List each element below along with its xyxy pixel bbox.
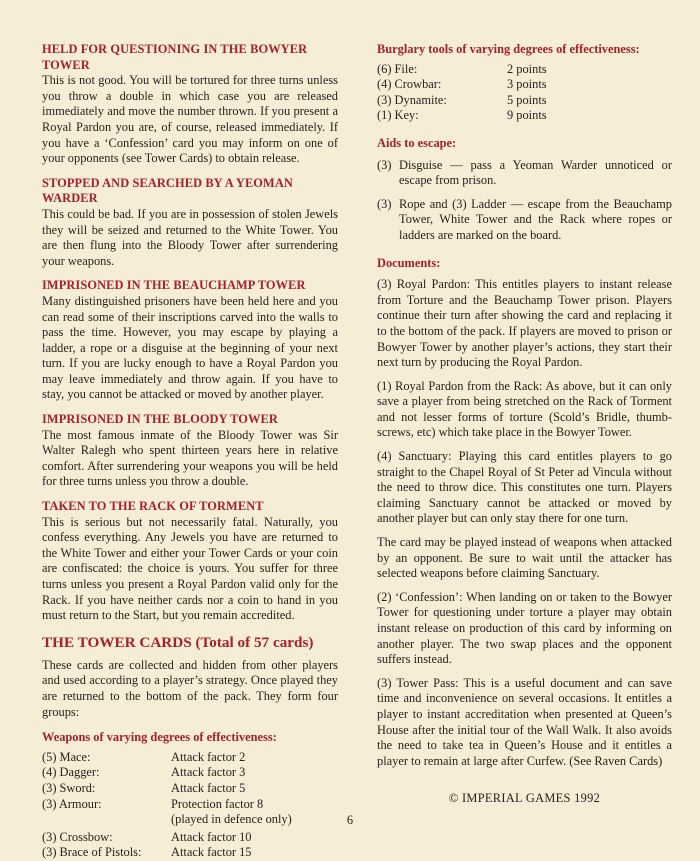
weapon-effect: Attack factor 10	[171, 829, 252, 844]
tool-name: (3) Dynamite:	[377, 92, 447, 107]
section-heading: HELD FOR QUESTIONING IN THE BOWYER TOWER	[42, 42, 308, 72]
tool-name: (4) Crowbar:	[377, 77, 442, 92]
section-body: This could be bad. If you are in possession of stolen Jewels they will be seized and returned to the White Tower. You are then flung into the Bloody Tower after surrendering your weapons.	[42, 206, 338, 268]
section-beauchamp-tower	[42, 278, 338, 403]
weapon-row	[42, 781, 292, 797]
document-paragraph: The card may be played instead of weapons when attacked by an opponent. Be sure to wait until the attacker has selected weapons before claiming Sanctuary.	[377, 535, 672, 581]
section-heading: TAKEN TO THE RACK OF TORMENT	[42, 499, 264, 514]
tool-name: (6) File:	[377, 61, 418, 76]
section-bowyer-tower	[42, 42, 338, 167]
weapon-effect: Attack factor 15	[171, 845, 252, 860]
tool-row	[377, 77, 547, 93]
weapon-name: (3) Crossbow:	[42, 829, 113, 844]
aid-item	[377, 197, 672, 244]
weapon-effect: Protection factor 8	[171, 796, 264, 811]
tool-row	[377, 108, 547, 124]
weapon-name: (3) Brace of Pistols:	[42, 845, 142, 860]
document-paragraph: (3) Tower Pass: This is a useful document and can save time and inconvenience on several occasions. It entitles a player to instant accreditation when presented at Queen’s House after the initial tour of the Wall Walk. It also avoids the need to take tea in Queen’s House and it entitles a player to remain at large after Curfew. (See Raven Cards)	[377, 675, 672, 768]
weapon-effect: (played in defence only)	[171, 812, 292, 827]
weapon-row	[42, 797, 292, 813]
weapon-row	[42, 750, 292, 766]
section-heading: STOPPED AND SEARCHED BY A YEOMAN WARDER	[42, 175, 293, 206]
aids-heading: Aids to escape:	[377, 135, 457, 150]
weapon-name: (3) Sword:	[42, 780, 96, 795]
burglary-heading: Burglary tools of varying degrees of effectiveness:	[377, 42, 640, 56]
weapon-effect: Attack factor 3	[171, 765, 246, 780]
left-column	[42, 42, 338, 861]
section-rack-of-torment	[42, 499, 338, 624]
document-paragraph: (3) Royal Pardon: This entitles players to instant release from Torture and the Beauchamp Tower prison. Players continue their turn after showing the card and replacing it to the bottom of the pack. If players are moved to prison or Bowyer Tower by another player’s actions, they start their next turn by producing the Royal Pardon.	[377, 277, 672, 370]
weapons-heading: Weapons of varying degrees of effectiveness:	[42, 730, 277, 745]
weapon-effect: Attack factor 2	[171, 749, 246, 764]
weapon-name: (3) Armour:	[42, 796, 102, 811]
tool-points: 3 points	[507, 77, 547, 92]
section-yeoman-warder	[42, 176, 338, 270]
documents-heading: Documents:	[377, 255, 441, 270]
section-body: This is serious but not necessarily fatal. Naturally, you confess everything. Any Jewels you have are returned to the White Tower and either your Tower Cards or your coin are confiscated: the choice is yours. You suffer for three turns unless you present a Royal Pardon valid only for the Rack. If you have neither cards nor a coin to hand in you must return to the Start, but you remain accredited.	[42, 514, 338, 623]
right-column	[377, 42, 672, 806]
tools-table	[377, 62, 547, 124]
tower-cards-intro: These cards are collected and hidden from other players and used according to a player’s strategy. Once played they are returned to the bottom of the pack. They form four groups:	[42, 657, 338, 719]
page-number: 6	[346, 813, 354, 827]
weapon-row	[42, 765, 292, 781]
document-paragraph: (2) ‘Confession’: When landing on or taken to the Bowyer Tower for questioning under torture a player may obtain instant release on production of this card by informing on another player. The two swap places and the opponent suffers instead.	[377, 589, 672, 667]
aid-count: (3)	[377, 157, 392, 172]
aid-count: (3)	[377, 196, 392, 211]
tower-cards-heading: THE TOWER CARDS (Total of 57 cards)	[42, 633, 314, 651]
weapons-table	[42, 750, 292, 861]
aid-text: Disguise — pass a Yeoman Warder unnoticed or escape from prison.	[399, 157, 672, 188]
tool-points: 2 points	[507, 61, 547, 76]
section-body: This is not good. You will be tortured for three turns unless you throw a double in which case you are released immediately and move the number thrown. If you present a Royal Pardon you are, of course, released immediately. If you have a ‘Confession’ card you may inform on one of your opponents (see Tower Cards) to obtain release.	[42, 73, 338, 166]
tool-row	[377, 62, 547, 78]
document-paragraph: (1) Royal Pardon from the Rack: As above, but it can only save a player from being stretched on the Rack of Torment and not lesser forms of torture (Scold’s Bridle, thumb-screws, etc) which take place in the Bowyer Tower.	[377, 378, 672, 440]
tool-points: 5 points	[507, 92, 547, 107]
copyright-notice: © IMPERIAL GAMES 1992	[448, 791, 601, 806]
section-body: Many distinguished prisoners have been held here and you can read some of their inscriptions carved into the walls to pass the time. However, you may escape by playing a ladder, a rope or a disguise at the beginning of your next turn. If you are lucky enough to have a Royal Pardon you may leave immediately and throw again. If you have to stay, you cannot be attacked or moved by another player.	[42, 293, 338, 402]
weapon-name: (5) Mace:	[42, 749, 91, 764]
weapon-effect: Attack factor 5	[171, 780, 246, 795]
tool-name: (1) Key:	[377, 108, 419, 123]
section-bloody-tower	[42, 412, 338, 490]
section-body: The most famous inmate of the Bloody Tower was Sir Walter Ralegh who spent thirteen years here in relative comfort. After surrendering your weapons you will be held for three turns unless you throw a double.	[42, 427, 338, 489]
weapon-name: (4) Dagger:	[42, 765, 100, 780]
weapon-row	[42, 845, 292, 861]
section-heading: IMPRISONED IN THE BEAUCHAMP TOWER	[42, 278, 306, 293]
tool-row	[377, 93, 547, 109]
section-heading: IMPRISONED IN THE BLOODY TOWER	[42, 412, 278, 427]
aid-text: Rope and (3) Ladder — escape from the Beauchamp Tower, White Tower and the Rack where ropes or ladders are marked on the board.	[399, 196, 672, 242]
tool-points: 9 points	[507, 108, 547, 123]
aid-item	[377, 158, 672, 189]
document-paragraph: (4) Sanctuary: Playing this card entitles players to go straight to the Chapel Royal of St Peter ad Vincula without the need to throw dice. This constitutes one turn. Players claiming Sanctuary cannot be attacked or moved by another player but can only stay there for one turn.	[377, 449, 672, 526]
